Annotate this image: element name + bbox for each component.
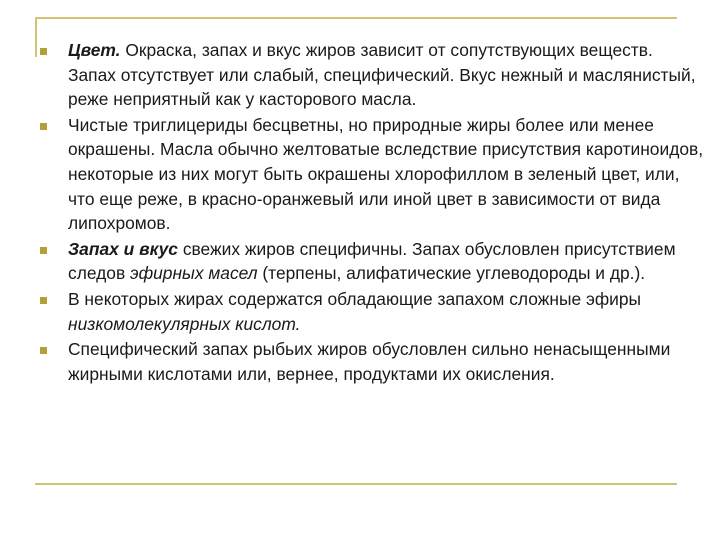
square-bullet-icon xyxy=(40,247,47,254)
bullet-pigments xyxy=(40,113,705,236)
bullet-text: Окраска, запах и вкус жиров зависит от сопутствующих веществ. Запах отсутствует или слабый, специфический. Вкус нежный и маслянистый, реже неприятный как у касторового масла. xyxy=(68,40,696,110)
bullet-text: (терпены, алифатические углеводороды и др.). xyxy=(257,263,646,284)
bottom-rule xyxy=(35,483,677,485)
square-bullet-icon xyxy=(40,48,47,55)
emphasis-term: низкомолекулярных кислот. xyxy=(68,313,301,334)
bullet-esters xyxy=(40,287,705,336)
emphasis-term: эфирных масел xyxy=(130,263,258,284)
bullet-list xyxy=(40,38,705,387)
square-bullet-icon xyxy=(40,297,47,304)
top-rule xyxy=(35,17,677,19)
square-bullet-icon xyxy=(40,123,47,130)
bullet-text: В некоторых жирах содержатся обладающие запахом сложные эфиры xyxy=(68,288,642,309)
bullet-text: Чистые триглицериды бесцветны, но природные жиры более или менее окрашены. Масла обычно желтоватые вследствие присутствия каротиноидов, некоторые из них могут быть окрашены хлорофиллом в зеленый цвет, или, что еще реже, в красно-оранжевый или иной цвет в зависимости от вида липохромов. xyxy=(68,114,704,234)
bullet-fish-oil xyxy=(40,337,705,386)
bullet-text: свежих жиров специфичны. Запах обусловлен присутствием следов xyxy=(68,238,676,284)
left-rule xyxy=(35,17,37,57)
bullet-smell-taste xyxy=(40,237,705,286)
square-bullet-icon xyxy=(40,347,47,354)
bullet-text: Специфический запах рыбьих жиров обусловлен сильно ненасыщенными жирными кислотами или, вернее, продуктами их окисления. xyxy=(68,339,671,384)
bullet-heading: Цвет. xyxy=(68,40,121,60)
bullet-heading: Запах и вкус xyxy=(68,238,178,259)
bullet-color xyxy=(40,38,705,112)
